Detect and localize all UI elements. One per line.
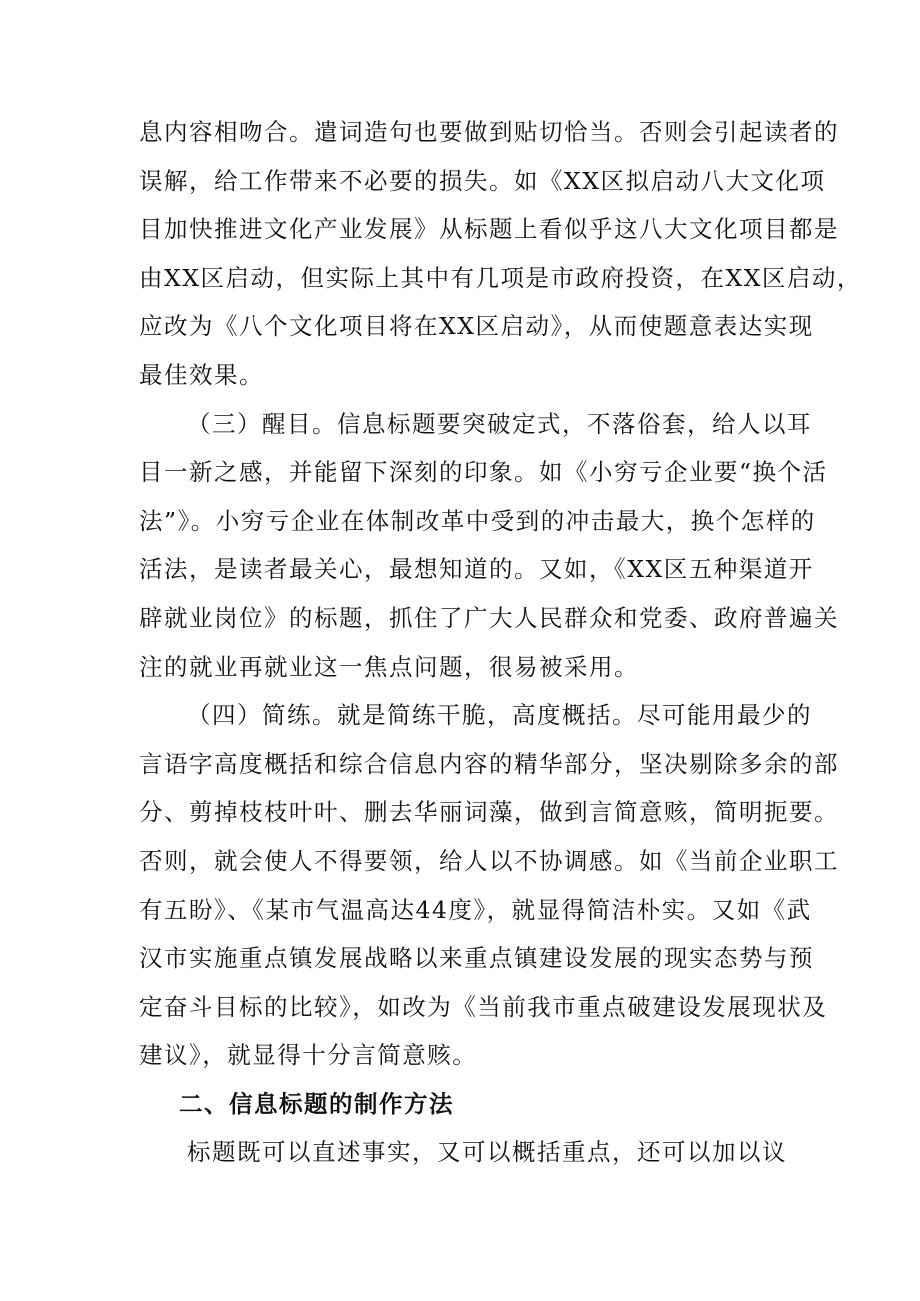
section-three-first-line: （三）醒目。信息标题要突破定式，不落俗套，给人以耳 [187, 409, 812, 438]
text-line: 由XX区启动，但实际上其中有几项是市政府投资，在XX区启动， [139, 263, 862, 292]
text-line: 目加快推进文化产业发展》从标题上看似乎这八大文化项目都是 [139, 215, 839, 244]
text-line: 法”》。小穷亏企业在体制改革中受到的冲击最大，换个怎样的 [139, 506, 816, 535]
text-line: 应改为《八个文化项目将在XX区启动》，从而使题意表达实现 [139, 312, 814, 341]
text-line: 汉市实施重点镇发展战略以来重点镇建设发展的现实态势与预 [139, 944, 814, 973]
text-line: 注的就业再就业这一焦点问题，很易被采用。 [139, 652, 639, 681]
text-line: 息内容相吻合。遣词造句也要做到贴切恰当。否则会引起读者的 [139, 118, 839, 146]
text-line: 标题既可以直述事实，又可以概括重点，还可以加以议 [187, 1138, 787, 1167]
text-line: 活法，是读者最关心，最想知道的。又如，《XX区五种渠道开 [139, 555, 814, 584]
text-line: 辟就业岗位》的标题，抓住了广大人民群众和党委、政府普遍关 [139, 603, 839, 632]
text-line: 最佳效果。 [139, 360, 264, 389]
text-line: 分、剪掉枝枝叶叶、删去华丽词藻，做到言简意赅，简明扼要。 [139, 798, 839, 827]
text-line: 言语字高度概括和综合信息内容的精华部分，坚决剔除多余的部 [139, 749, 839, 778]
section-heading: 二、信息标题的制作方法 [179, 1089, 454, 1118]
text-line: 误解，给工作带来不必要的损失。如《XX区拟启动八大文化项 [139, 166, 826, 195]
text-line: 目一新之感，并能留下深刻的印象。如《小穷亏企业要“换个活 [139, 458, 828, 487]
text-line: 有五盼》、《某市气温高达44度》，就显得简洁朴实。又如《武 [139, 895, 812, 924]
section-four-first-line: （四）简练。就是简练干脆，高度概括。尽可能用最少的 [187, 701, 812, 730]
body-text [139, 108, 862, 1177]
text-line: 定奋斗目标的比较》，如改为《当前我市重点破建设发展现状及 [139, 992, 828, 1021]
text-line: 否则，就会使人不得要领，给人以不协调感。如《当前企业职工 [139, 846, 839, 875]
text-line: 建议》，就显得十分言简意赅。 [139, 1041, 478, 1070]
